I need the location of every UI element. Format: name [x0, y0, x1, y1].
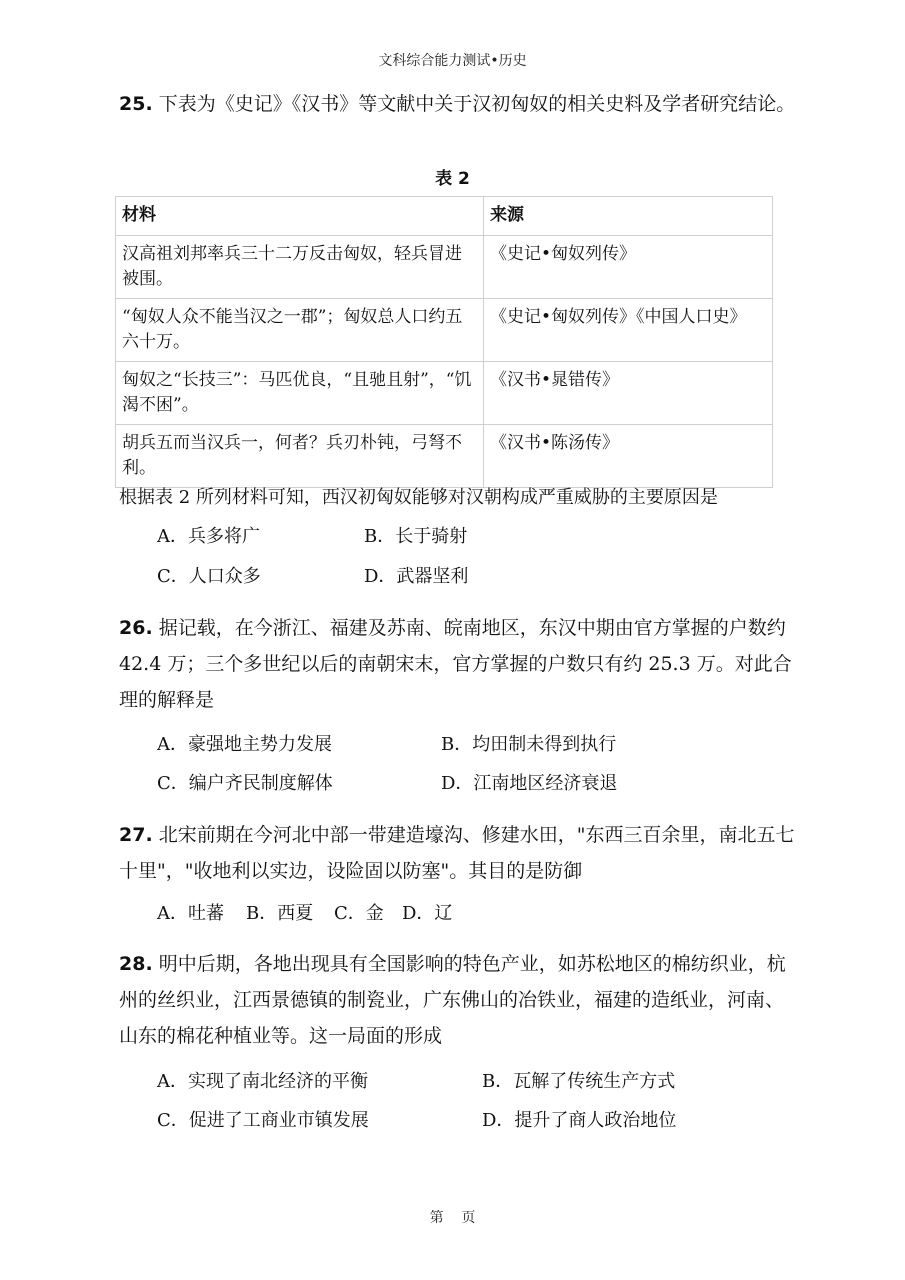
page-footer: 第 页 [429, 1210, 476, 1226]
q26-option-d[interactable]: D．江南地区经济衰退 [441, 773, 618, 794]
source-table [115, 196, 773, 488]
table-row [116, 299, 773, 362]
question-26-text: 据记载，在今浙江、福建及苏南、皖南地区，东汉中期由官方掌握的户数约 42.4 万；三个多世纪以后的南朝宋末，官方掌握的户数只有约 25.3 万。对此合理的解释是 [119, 617, 792, 711]
question-25-number: 25. [119, 93, 153, 115]
q27-option-d[interactable]: D．辽 [402, 903, 453, 924]
table-header-row [116, 197, 773, 236]
material-cell: “匈奴人众不能当汉之一郡”；匈奴总人口约五六十万。 [116, 299, 484, 362]
question-26-stem [119, 610, 799, 718]
material-cell: 胡兵五而当汉兵一，何者？兵刃朴钝，弓弩不利。 [116, 425, 484, 488]
q27-option-a[interactable]: A．吐蕃 [157, 903, 224, 924]
question-27-number: 27. [119, 824, 153, 846]
question-28-text: 明中后期，各地出现具有全国影响的特色产业，如苏松地区的棉纺织业，杭州的丝织业，江西景德镇的制瓷业，广东佛山的冶铁业，福建的造纸业，河南、山东的棉花种植业等。这一局面的形成 [119, 953, 786, 1047]
q28-option-b[interactable]: B．瓦解了传统生产方式 [482, 1071, 676, 1092]
question-27-stem [119, 817, 799, 889]
q28-option-d[interactable]: D．提升了商人政治地位 [482, 1110, 677, 1131]
q28-option-c[interactable]: C．促进了工商业市镇发展 [157, 1110, 369, 1131]
question-25-text: 下表为《史记》《汉书》等文献中关于汉初匈奴的相关史料及学者研究结论。 [158, 93, 796, 115]
column-header-material: 材料 [116, 197, 484, 236]
question-25-prompt: 根据表 2 所列材料可知，西汉初匈奴能够对汉朝构成严重威胁的主要原因是 [119, 487, 718, 508]
q26-option-a[interactable]: A．豪强地主势力发展 [157, 734, 332, 755]
page-header: 文科综合能力测试•历史 [378, 53, 527, 69]
source-cell: 《汉书•陈汤传》 [484, 425, 773, 488]
q27-option-b[interactable]: B．西夏 [246, 903, 314, 924]
question-28-number: 28. [119, 953, 153, 975]
q26-option-b[interactable]: B．均田制未得到执行 [441, 734, 617, 755]
table-row [116, 425, 773, 488]
q25-option-a[interactable]: A．兵多将广 [157, 526, 260, 547]
q25-option-b[interactable]: B．长于骑射 [364, 526, 468, 547]
q25-option-c[interactable]: C．人口众多 [157, 566, 261, 587]
source-cell: 《史记•匈奴列传》《中国人口史》 [484, 299, 773, 362]
question-28-stem [119, 946, 799, 1054]
material-cell: 汉高祖刘邦率兵三十二万反击匈奴，轻兵冒进被围。 [116, 236, 484, 299]
table-row [116, 236, 773, 299]
table-row [116, 362, 773, 425]
q28-option-a[interactable]: A．实现了南北经济的平衡 [157, 1071, 368, 1092]
source-cell: 《史记•匈奴列传》 [484, 236, 773, 299]
question-27-text: 北宋前期在今河北中部一带建造壕沟、修建水田，"东西三百余里，南北五七十里"，"收地利以实边，设险固以防塞"。其目的是防御 [119, 824, 795, 882]
table-caption: 表 2 [435, 169, 470, 189]
column-header-source: 来源 [484, 197, 773, 236]
q25-option-d[interactable]: D．武器坚利 [364, 566, 469, 587]
q26-option-c[interactable]: C．编户齐民制度解体 [157, 773, 333, 794]
material-cell: 匈奴之“长技三”：马匹优良，“且驰且射”，“饥渴不困”。 [116, 362, 484, 425]
q27-option-c[interactable]: C．金 [334, 903, 384, 924]
question-25-stem [119, 86, 799, 122]
source-cell: 《汉书•晁错传》 [484, 362, 773, 425]
question-26-number: 26. [119, 617, 153, 639]
